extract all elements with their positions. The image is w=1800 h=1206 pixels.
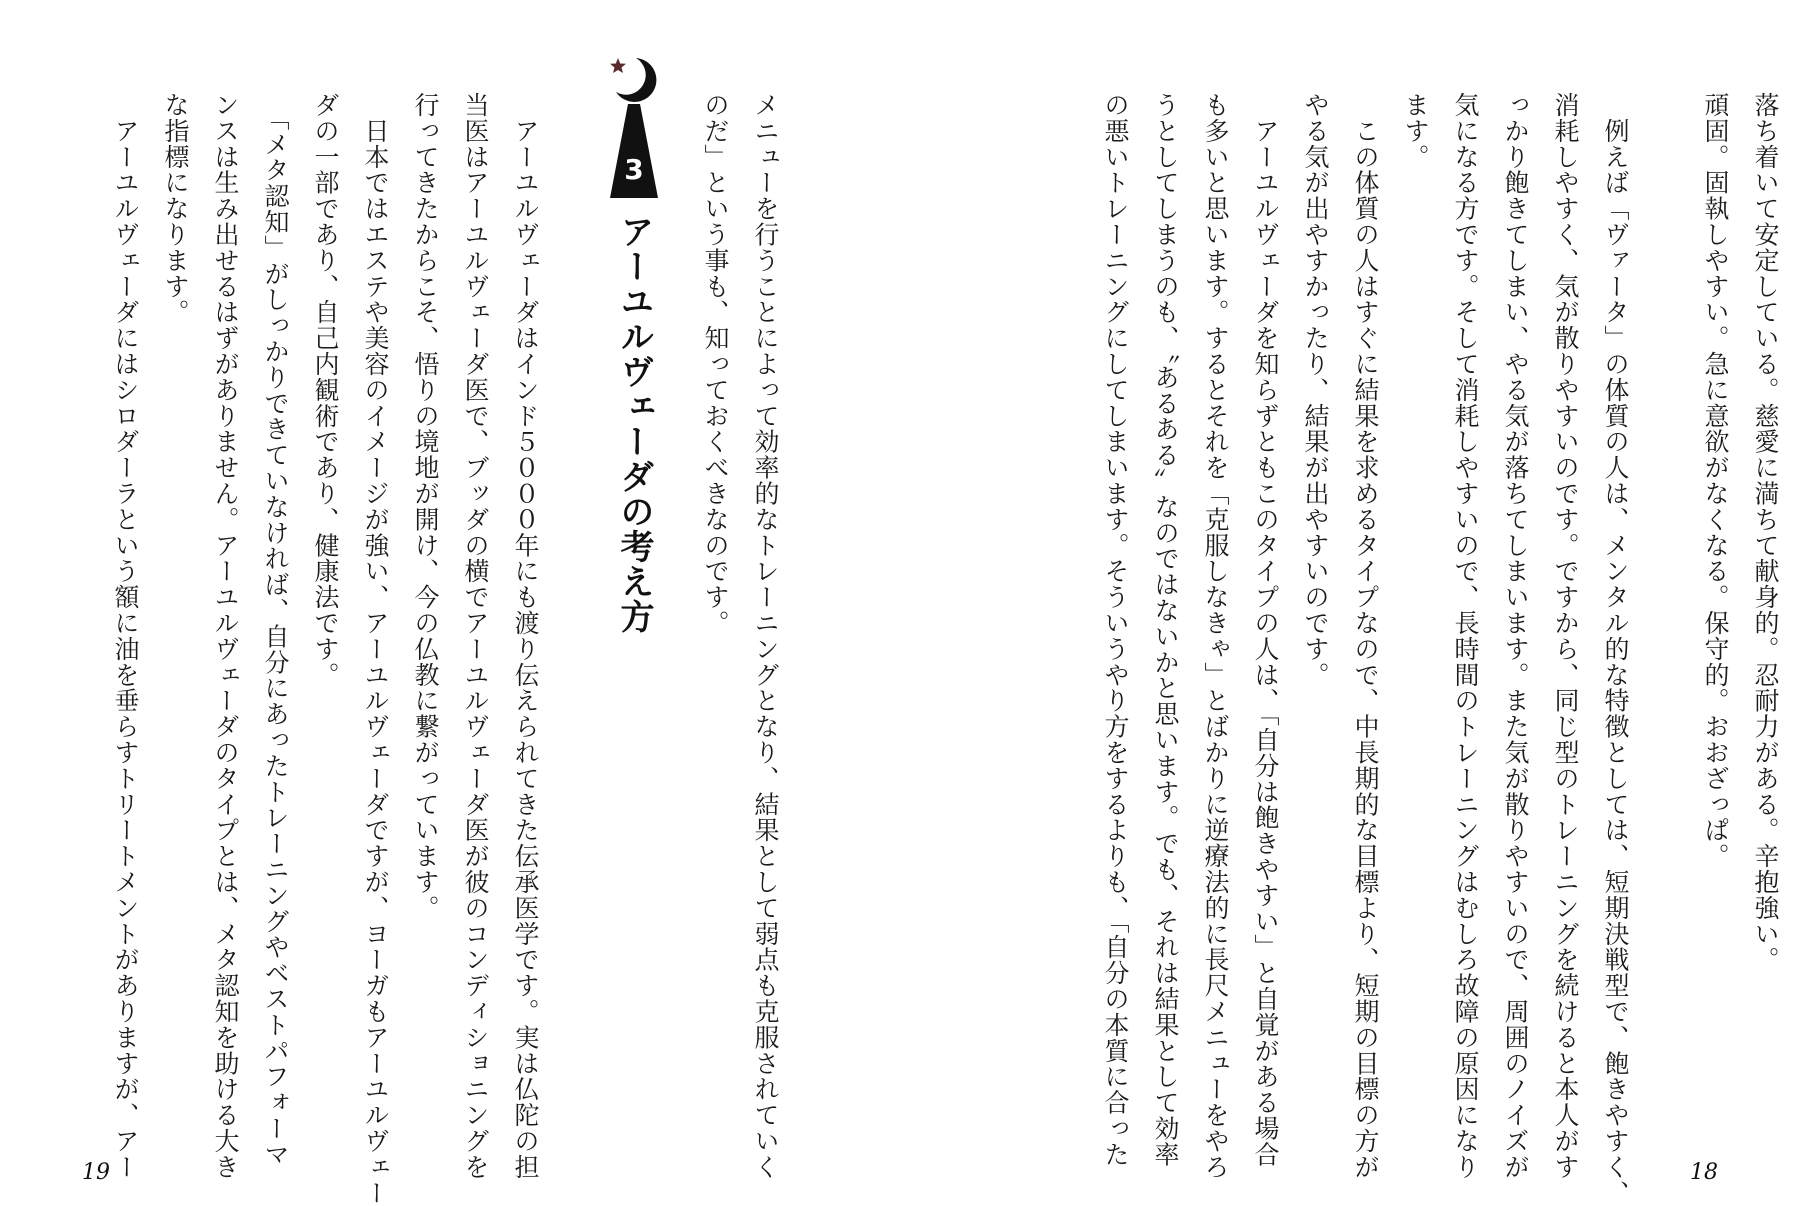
text-line: 頑固。固執しやすい。急に意欲がなくなる。保守的。おおざっぱ。 xyxy=(1701,92,1730,869)
left-page-body xyxy=(110,92,550,1206)
page-number: 18 xyxy=(1690,1160,1718,1185)
left-page-continued-paragraph xyxy=(680,92,790,1180)
text-line: な指標になります。 xyxy=(161,92,190,326)
text-line: 気になる方です。そして消耗しやすいので、長時間のトレーニングはむしろ故障の原因になり xyxy=(1451,92,1480,1180)
text-line: この体質の人はすぐに結果を求めるタイプなので、中長期的な目標より、短期の目標の方が xyxy=(1351,92,1380,1180)
blank-line xyxy=(1640,92,1690,1152)
text-line: 日本ではエステや美容のイメージが強い、アーユルヴェーダですが、ヨーガもアーユルヴェー xyxy=(361,92,390,1206)
text-line: 「メタ認知」がしっかりできていなければ、自分にあったトレーニングやベストパフォーマ xyxy=(261,92,290,1168)
text-line: も多いと思います。するとそれを「克服しなきゃ」とばかりに逆療法的に長尺メニューをやろ xyxy=(1201,92,1230,1180)
text-line: メニューを行うことによって効率的なトレーニングとなり、結果として弱点も克服されていく xyxy=(751,92,780,1180)
text-line: ダの一部であり、自己内観術であり、健康法です。 xyxy=(311,92,340,688)
text-line: 消耗しやすく、気が散りやすいのです。ですから、同じ型のトレーニングを続けると本人がす xyxy=(1551,92,1580,1180)
text-line: っかり飽きてしまい、やる気が落ちてしまいます。また気が散りやすいので、周囲のノイズが xyxy=(1501,92,1530,1180)
section-heading xyxy=(604,52,664,772)
text-line: 行ってきたからこそ、悟りの境地が開け、今の仏教に繋がっています。 xyxy=(411,92,440,921)
section-title: アーユルヴェーダの考え方 xyxy=(614,214,654,634)
text-line: 落ち着いて安定している。慈愛に満ちて献身的。忍耐力がある。辛抱強い。 xyxy=(1751,92,1780,973)
text-line: アーユルヴェーダにはシロダーラという額に油を垂らすトリートメントがありますが、アー xyxy=(111,92,140,1180)
text-line: のだ」という事も、知っておくべきなのです。 xyxy=(701,92,730,636)
text-line: の悪いトレーニングにしてしまいます。そういうやり方をするよりも、「自分の本質に合った xyxy=(1101,92,1130,1168)
text-line: ンスは生み出せるはずがありません。アーユルヴェーダのタイプとは、メタ認知を助ける大き xyxy=(211,92,240,1180)
section-number: 3 xyxy=(624,153,644,186)
text-line: やる気が出やすかったり、結果が出やすいのです。 xyxy=(1301,92,1330,688)
page-number: 19 xyxy=(82,1160,110,1185)
text-line: ます。 xyxy=(1401,92,1430,170)
text-line: アーユルヴェーダを知らずともこのタイプの人は、「自分は飽きやすい」と自覚がある場合 xyxy=(1251,92,1280,1168)
right-page xyxy=(900,0,1800,1206)
text-line: 当医はアーユルヴェーダ医で、ブッダの横でアーユルヴェーダ医が彼のコンディショニングを xyxy=(461,92,490,1180)
text-line: うとしてしまうのも、〝あるある〟なのではないかと思います。でも、それは結果として効率 xyxy=(1151,92,1180,1168)
text-line: 例えば「ヴァータ」の体質の人は、メンタル的な特徴としては、短期決戦型で、飽きやすく、 xyxy=(1601,92,1630,1206)
text-line: アーユルヴェーダはインド５０００年にも渡り伝えられてきた伝承医学です。実は仏陀の担 xyxy=(511,92,540,1180)
